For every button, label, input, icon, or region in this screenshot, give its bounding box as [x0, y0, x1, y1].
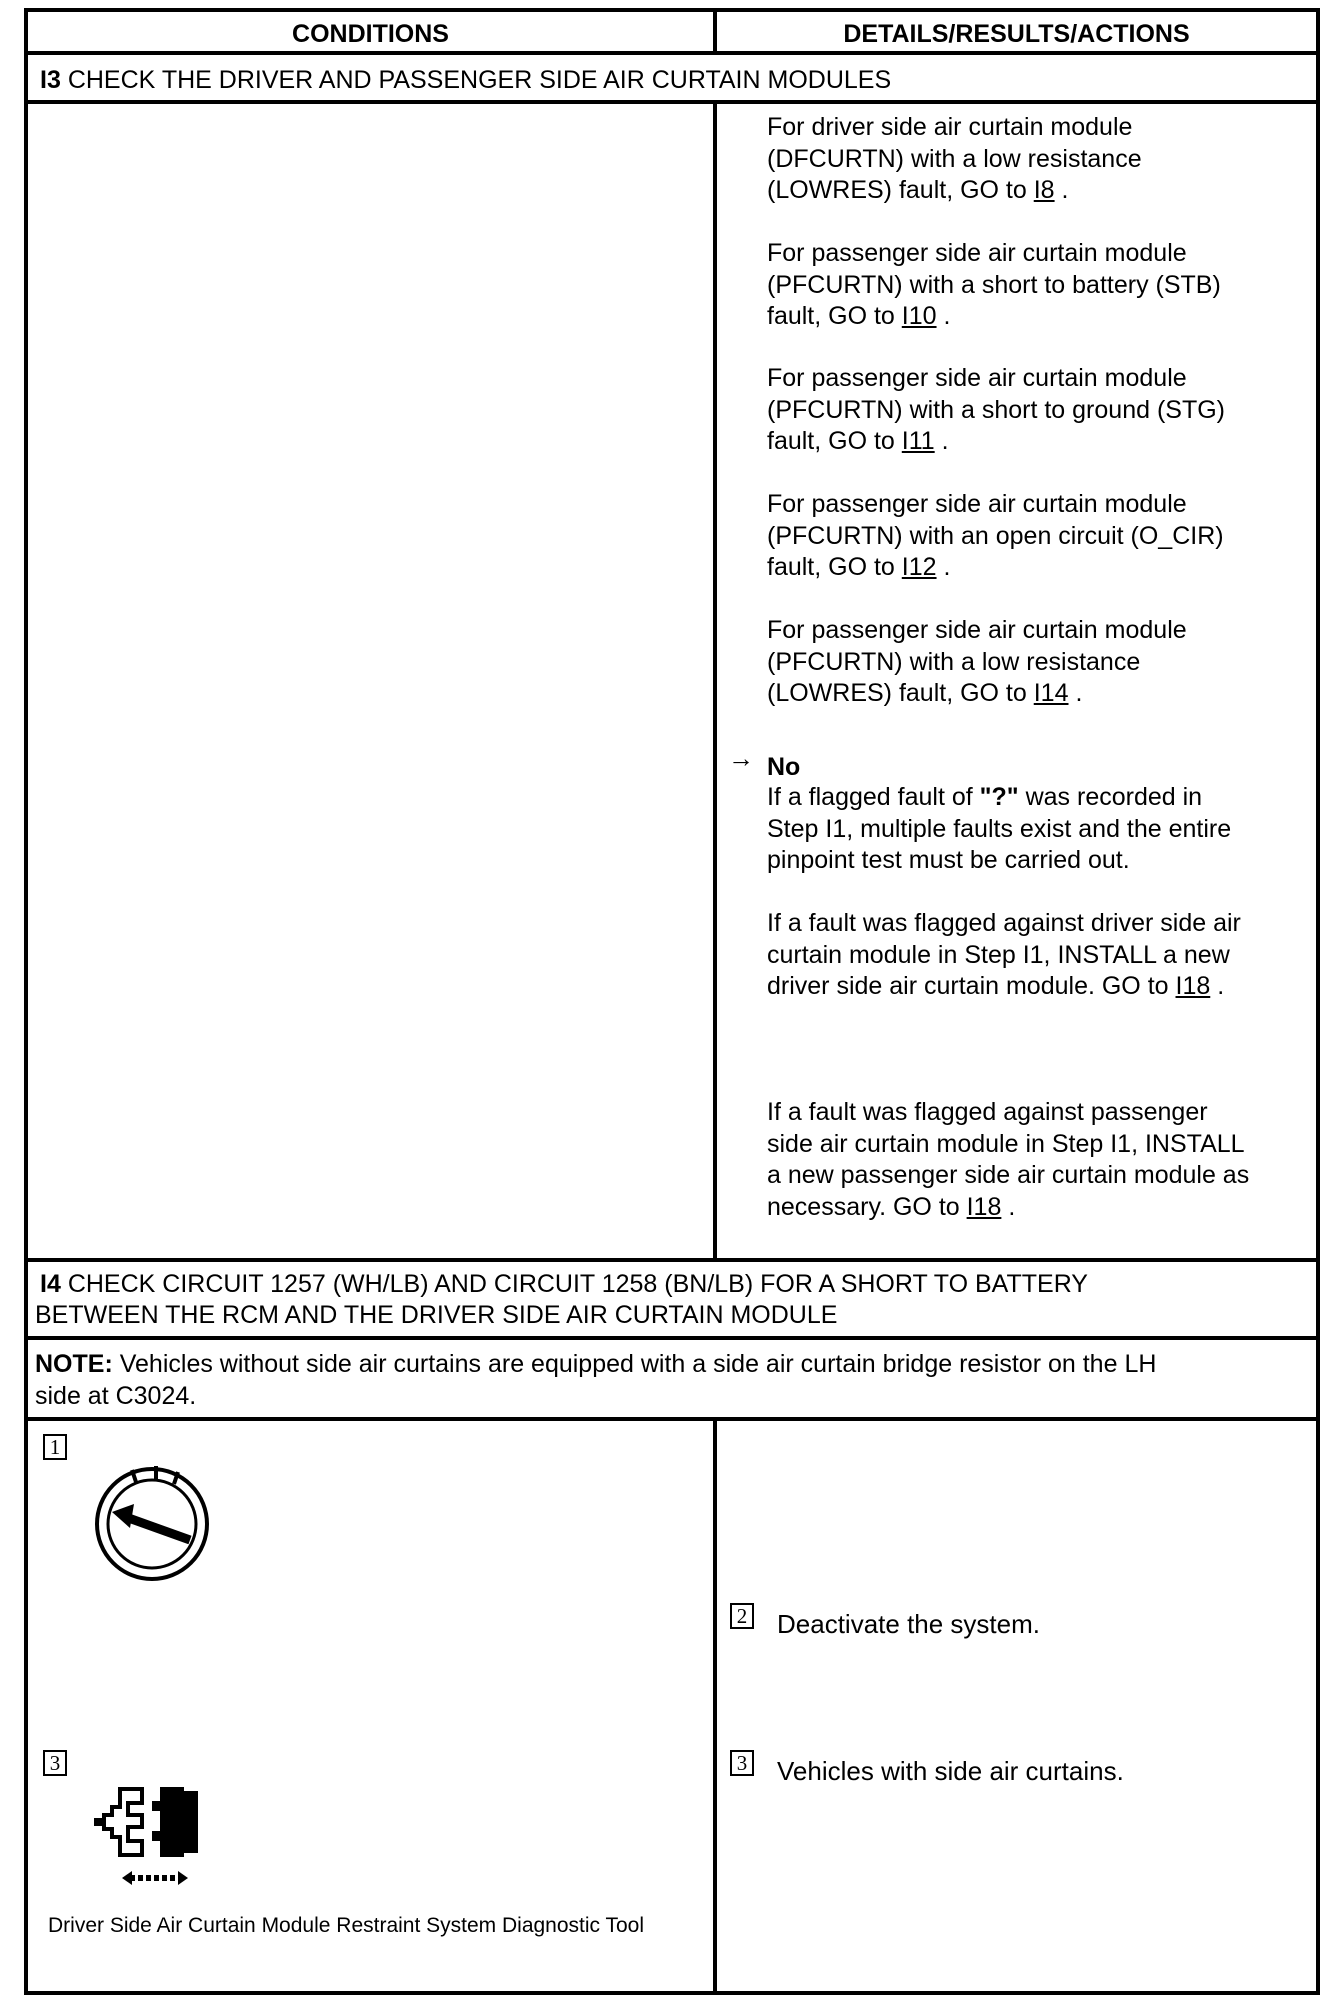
- goto-i12-link[interactable]: I12: [901, 553, 937, 581]
- goto-i10-link[interactable]: I10: [901, 302, 937, 330]
- i4-title-line2: BETWEEN THE RCM AND THE DRIVER SIDE AIR CURTAIN MODULE: [35, 1301, 838, 1329]
- column-divider-i4: [713, 1419, 717, 1994]
- no-arrow-icon: →: [728, 743, 754, 773]
- note-line2: side at C3024.: [35, 1382, 197, 1410]
- i3-item-driver-lowres: For driver side air curtain module (DFCURTN) with a low resistance (LOWRES) fault, GO to I8 .: [767, 113, 1142, 204]
- step3-number-box-left: 3: [43, 1750, 67, 1776]
- note-line1: NOTE: Vehicles without side air curtains are equipped with a side air curtain bridge resistor on the LH: [35, 1350, 1157, 1378]
- connector-disconnect-icon: [90, 1785, 210, 1895]
- step1-number-box: 1: [43, 1434, 67, 1460]
- details-header: DETAILS/RESULTS/ACTIONS: [843, 20, 1190, 48]
- i3-item-passenger-stb: For passenger side air curtain module (PFCURTN) with a short to battery (STB) fault, GO to I10 .: [767, 239, 1221, 330]
- i3-item-passenger-ocir: For passenger side air curtain module (PFCURTN) with an open circuit (O_CIR) fault, GO to I12 .: [767, 490, 1224, 581]
- step3-number-box-right: 3: [730, 1750, 754, 1776]
- conditions-header: CONDITIONS: [292, 20, 449, 48]
- ignition-switch-icon: [90, 1462, 214, 1586]
- goto-i8-link[interactable]: I8: [1033, 176, 1055, 204]
- no-item-passenger-install: If a fault was flagged against passenger side air curtain module in Step I1, INSTALL a new passenger side air curtain module as necessary. GO to I18 .: [767, 1098, 1250, 1221]
- step3-text: Vehicles with side air curtains.: [777, 1756, 1124, 1786]
- note-label: NOTE:: [35, 1350, 113, 1378]
- goto-i18-link-passenger[interactable]: I18: [966, 1192, 1002, 1221]
- goto-i14-link[interactable]: I14: [1033, 679, 1069, 707]
- i4-title-line1: I4 CHECK CIRCUIT 1257 (WH/LB) AND CIRCUIT 1258 (BN/LB) FOR A SHORT TO BATTERY: [40, 1270, 1088, 1298]
- i3-title-divider: [24, 100, 1320, 104]
- no-item-multiple-faults: If a flagged fault of "?" was recorded in Step I1, multiple faults exist and the entire pinpoint test must be carried out.: [767, 783, 1232, 874]
- goto-i18-link-driver[interactable]: I18: [1175, 972, 1211, 1000]
- no-label: No: [767, 753, 801, 781]
- column-divider-i3: [713, 102, 717, 1260]
- step2-number-box: 2: [730, 1603, 754, 1629]
- note-divider: [24, 1417, 1320, 1421]
- no-item-driver-install: If a fault was flagged against driver side air curtain module in Step I1, INSTALL a new driver side air curtain module. GO to I18 .: [767, 909, 1241, 1000]
- i3-title: CHECK THE DRIVER AND PASSENGER SIDE AIR CURTAIN MODULES: [67, 66, 892, 94]
- i3-step-id: I3: [40, 66, 61, 94]
- i3-end-divider: [24, 1258, 1320, 1262]
- i4-step-id: I4: [40, 1270, 61, 1298]
- i3-title-row: [40, 64, 891, 96]
- step2-text: Deactivate the system.: [777, 1609, 1040, 1639]
- i3-item-passenger-lowres: For passenger side air curtain module (PFCURTN) with a low resistance (LOWRES) fault, GO to I14 .: [767, 616, 1187, 707]
- goto-i11-link[interactable]: I11: [901, 427, 935, 455]
- step3-caption: Driver Side Air Curtain Module Restraint System Diagnostic Tool: [48, 1914, 645, 1937]
- i3-item-passenger-stg: For passenger side air curtain module (PFCURTN) with a short to ground (STG) fault, GO to I11 .: [767, 364, 1225, 455]
- i4-title-divider: [24, 1336, 1320, 1340]
